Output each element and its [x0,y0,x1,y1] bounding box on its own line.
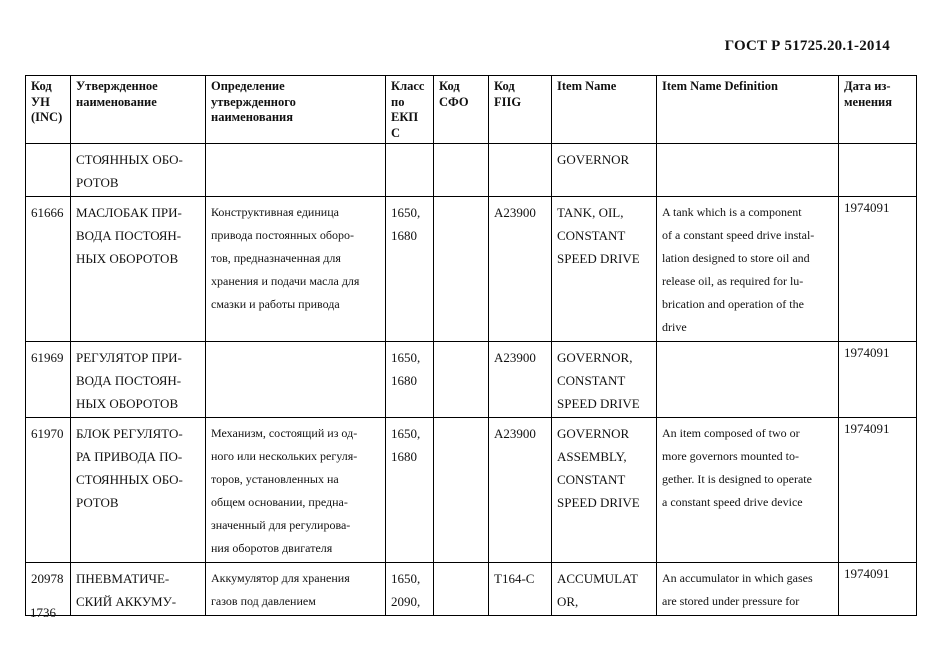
cell-sfo [434,144,489,197]
header-line: Item Name [557,79,617,93]
cell-line: TANK, OIL, [557,205,624,220]
header-line: Код [439,79,460,93]
cell-definition [206,418,386,563]
cell-item-definition [657,418,839,563]
cell-line: торов, установленных на [211,472,339,486]
standard-designation: ГОСТ Р 51725.20.1-2014 [724,38,890,54]
cell-line: СКИЙ АККУМУ- [76,594,177,609]
cell-line: OR, [557,594,579,609]
cell-definition [206,144,386,197]
header-line: Утвержденное [76,79,158,93]
cell-line: 1680 [391,373,417,388]
cell-line: CONSTANT [557,472,626,487]
cell-line: РА ПРИВОДА ПО- [76,449,183,464]
cell-item-definition [657,342,839,418]
cell-line: СТОЯННЫХ ОБО- [76,472,183,487]
cell-line: СТОЯННЫХ ОБО- [76,152,183,167]
cell-approved-name [71,197,206,342]
cell-line: ния оборотов двигателя [211,541,333,555]
cell-fiig: A23900 [489,197,552,342]
cell-line: ПНЕВМАТИЧЕ- [76,571,170,586]
cell-line: GOVERNOR [557,152,630,167]
cell-line: gether. It is designed to operate [662,472,812,486]
cell-line: общем основании, предна- [211,495,348,509]
table-row [26,342,917,418]
cell-line: GOVERNOR, [557,350,633,365]
header-line: утвержденного [211,94,296,109]
cell-change-date [839,144,917,197]
cell-line: Аккумулятор для хранения [211,571,350,585]
cell-approved-name [71,144,206,197]
cell-fiig: A23900 [489,342,552,418]
cell-line: хранения и подачи масла для [211,274,360,288]
cell-fiig: A23900 [489,418,552,563]
cell-item-name [552,418,657,563]
cell-approved-name [71,342,206,418]
header-line: Код [31,79,52,93]
header-approved-name [71,76,206,144]
cell-line: смазки и работы привода [211,297,340,311]
cell-line: ного или нескольких регуля- [211,449,358,463]
cell-line: 1680 [391,228,417,243]
header-line: Класс [391,79,425,93]
cell-approved-name [71,418,206,563]
table-row [26,563,917,616]
cell-line: 1650, [391,205,421,220]
cell-sfo [434,197,489,342]
cell-line: release oil, as required for lu- [662,274,804,288]
cell-line: SPEED DRIVE [557,396,640,411]
cell-line: 1650, [391,350,421,365]
cell-definition [206,342,386,418]
cell-item-definition [657,197,839,342]
cell-line: more governors mounted to- [662,449,799,463]
cell-sfo [434,418,489,563]
table-body [26,144,917,616]
cell-line: drive [662,320,687,334]
cell-line: Механизм, состоящий из од- [211,426,358,440]
header-line: по [391,94,405,109]
cell-line: РЕГУЛЯТОР ПРИ- [76,350,182,365]
cell-line: МАСЛОБАК ПРИ- [76,205,182,220]
cell-item-name [552,563,657,616]
cell-change-date: 1974091 [839,563,917,616]
cell-change-date: 1974091 [839,197,917,342]
header-sfo [434,76,489,144]
header-change-date [839,76,917,144]
cell-line: of a constant speed drive instal- [662,228,815,242]
cell-item-name [552,144,657,197]
cell-line: ВОДА ПОСТОЯН- [76,373,182,388]
cell-line: ВОДА ПОСТОЯН- [76,228,182,243]
cell-fiig: T164-C [489,563,552,616]
cell-line: brication and operation of the [662,297,804,311]
header-line: Item Name Definition [662,79,778,93]
header-line: менения [844,94,892,109]
header-line: Определение [211,79,285,93]
cell-class [386,563,434,616]
cell-line: РОТОВ [76,175,119,190]
header-line: (INC) [31,110,63,124]
cell-item-definition [657,563,839,616]
cell-change-date: 1974091 [839,418,917,563]
cell-line: привода постоянных оборо- [211,228,354,242]
cell-class [386,144,434,197]
cell-line: are stored under pressure for [662,594,800,608]
cell-line: GOVERNOR [557,426,630,441]
cell-line: SPEED DRIVE [557,495,640,510]
header-definition [206,76,386,144]
header-fiig [489,76,552,144]
cell-inc: 61970 [26,418,71,563]
cell-definition [206,197,386,342]
header-class [386,76,434,144]
table-row [26,418,917,563]
cell-class [386,197,434,342]
cell-class [386,342,434,418]
cell-line: 1650, [391,426,421,441]
cell-change-date: 1974091 [839,342,917,418]
cell-approved-name [71,563,206,616]
cell-line: lation designed to store oil and [662,251,810,265]
cell-line: 2090, [391,594,421,609]
cell-inc: 20978 [26,563,71,616]
cell-line: An item composed of two or [662,426,800,440]
cell-line: CONSTANT [557,373,626,388]
cell-line: 1650, [391,571,421,586]
cell-line: БЛОК РЕГУЛЯТО- [76,426,183,441]
cell-item-definition [657,144,839,197]
header-line: наименование [76,94,157,109]
cell-inc: 61666 [26,197,71,342]
cell-fiig [489,144,552,197]
cell-line: 1680 [391,449,417,464]
nomenclature-table [25,75,917,616]
header-item-definition [657,76,839,144]
cell-line: ACCUMULAT [557,571,638,586]
cell-definition [206,563,386,616]
header-line: Дата из- [844,79,891,93]
table-header [26,76,917,144]
page-number: 1736 [30,605,56,620]
cell-line: ASSEMBLY, [557,449,627,464]
cell-line: значенный для регулирова- [211,518,351,532]
header-line: наименования [211,110,294,124]
table-row [26,197,917,342]
cell-line: газов под давлением [211,594,316,608]
cell-line: SPEED DRIVE [557,251,640,266]
cell-line: CONSTANT [557,228,626,243]
cell-line: a constant speed drive device [662,495,803,509]
cell-inc [26,144,71,197]
header-row [26,76,917,144]
header-line: ЕКП [391,110,419,124]
cell-line: НЫХ ОБОРОТОВ [76,396,179,411]
cell-line: тов, предназначенная для [211,251,341,265]
header-line: УН [31,94,50,109]
table-row [26,144,917,197]
cell-item-name [552,342,657,418]
cell-line: Конструктивная единица [211,205,339,219]
cell-sfo [434,342,489,418]
cell-item-name [552,197,657,342]
cell-line: An accumulator in which gases [662,571,813,585]
cell-line: НЫХ ОБОРОТОВ [76,251,179,266]
header-line: С [391,125,401,140]
cell-line: РОТОВ [76,495,119,510]
header-line: FIIG [494,94,522,109]
cell-line: A tank which is a component [662,205,802,219]
header-item-name [552,76,657,144]
header-line: СФО [439,94,469,109]
cell-sfo [434,563,489,616]
cell-inc: 61969 [26,342,71,418]
header-line: Код [494,79,515,93]
header-inc [26,76,71,144]
cell-class [386,418,434,563]
